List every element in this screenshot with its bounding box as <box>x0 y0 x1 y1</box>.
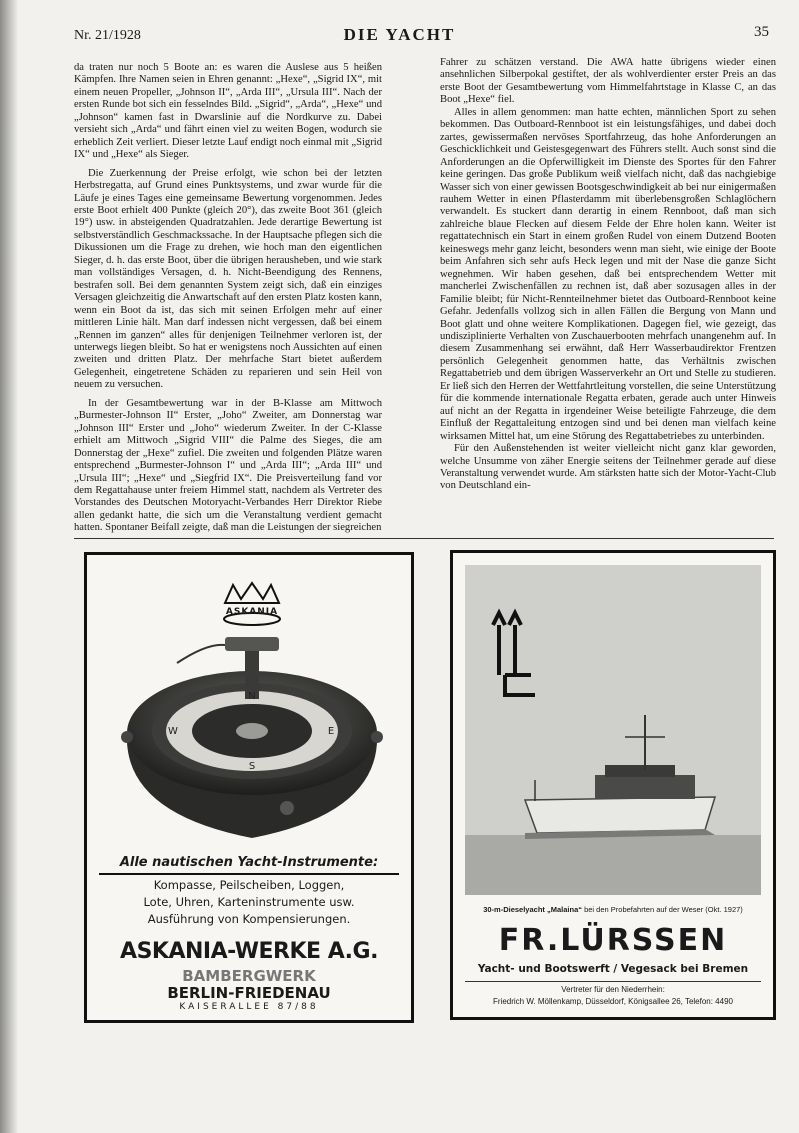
ad-divider <box>465 981 761 982</box>
askania-product-list <box>87 877 411 928</box>
luerssen-advertisement <box>450 550 776 1020</box>
askania-logo-text: ASKANIA <box>225 607 279 617</box>
paragraph: Alles in allem genommen: man hatte echten, männlichen Sport zu sehen bekommen. Das Outboard-Rennboot ist ein leistungsfähiges, und dabei doch zartes, gewissermaßen nervöses Sportfahrzeug, das hohe Anforderungen an Geschicklichkeit und Geistesgegenwart des Führers stellt. Auch sonst sind die Anforderungen an die Opferwilligkeit im Dienste des Sportes für den Fahrer keine geringen. Das große Publikum weiß vielfach nicht, daß das nachgiebige Wasser sich von einer gewissen Bootsgeschwindigkeit ab bei nur einigermaßen rauhem Wetter in einen Pflasterdamm mit überlebensgroßen Schlaglöchern verwandelt. Es stuckert dann derartig in einem Rennboot, daß man sich zahlreiche blaue Flecken auf diesem Felde der Ehre holen kann. Weiter ist regattatechnisch ein Start in einem großen Rudel von einem Dutzend Booten keineswegs mehr ganz leicht, besonders wenn man sieht, wie einige der Boote beim Anfahren sich sehr aufs Heck legen und mit der Nase die ganze Sicht wegnehmen. Wir haben gesehen, daß bei entsprechendem Wetter mit mancherlei Zwischenfällen zu rechnen ist, daß aber sozusagen alles in der Familie bleibt; für Nicht-Rennteilnehmer bietet das Outboard-Rennboot keine Gefahr. Jedenfalls vollzog sich in allen Fällen die Bergung von Mann und Boot glatt und ohne weitere Komplikationen. Dagegen fiel, wie gezeigt, das undisziplinierte Verhalten von Zuschauerbooten mehrfach unangenehm auf. In diesem Zusammenhang sei erwähnt, daß Herr Wasserbaudirektor Frentzen persönlich Gelegenheit genommen hatte, das Verhältnis zwischen Regattabetrieb und dem übrigen Wasserverkehr an Ort und Stelle zu studieren. Er ließ sich den Herren der Wettfahrtleitung vorstellen, die seine Unterstützung für die kommende internationale Regatta erbaten, gerade auch unter Hinweis auf nicht an der Regatta in irgendeiner Weise beteiligte Fahrzeuge, die dem Einfluß der Regattaleitung entzogen sind und bei denen man vielfach keine wirksamen Mittel hat, um eine Störung des Regattabetriebes zu unterbinden. <box>440 106 776 442</box>
askania-works-name: BAMBERGWERK <box>182 967 316 985</box>
paragraph: In der Gesamtbewertung war in der B-Klasse am Mittwoch „Burmester-Johnson II“ Erster, „Joho“ Zweiter, am Donnerstag war „Johnson III“ Erster und „Joho“ wiederum Zweiter. In der C-Klasse erhielt am Mittwoch „Sigrid VIII“ die Palme des Sieges, die am Donnerstag der „Hexe“ zufiel. Die zweiten und folgenden Plätze waren entsprechend „Burmester-Johnson I“ und „Arda III“; „Arda III“ und „Ursula III“; „Hexe“ und „Siegfrid IX“. Die Preisverteilung fand vor dem Regattahause unter freiem Himmel statt, nachdem als Vertreter des Vorstandes des Deutschen Motoryacht-Verbandes Herr Direktor Riebe allen gedankt hatte, die sich um die Veranstaltung verdient gemacht hatten. Spontaner Beifall zeigte, daß man die Leistungen der siegreichen <box>74 397 382 534</box>
paragraph: Für den Außenstehenden ist weiter vielleicht nicht ganz klar geworden, welche Unsumme von zäher Energie seitens der Teilnehmer gerade auf diese Veranstaltung verwendet wurde. Am stärksten hatte sich der Motor-Yacht-Club von Deutschland ein- <box>440 443 776 492</box>
askania-tagline: Alle nautischen Yacht-Instrumente: <box>99 855 399 875</box>
product-line: Ausführung von Kompensierungen. <box>147 912 351 926</box>
section-divider <box>74 538 774 539</box>
page-number: 35 <box>754 24 769 40</box>
yacht-photo-illustration <box>465 565 761 895</box>
askania-city: BERLIN-FRIEDENAU <box>167 984 331 1002</box>
askania-street: KAISERALLEE 87/88 <box>179 1002 319 1012</box>
representative-address: Friedrich W. Möllenkamp, Düsseldorf, Königsallee 26, Telefon: 4490 <box>493 997 733 1006</box>
issue-number: Nr. 21/1928 <box>74 28 141 43</box>
magazine-title: DIE YACHT <box>343 25 456 44</box>
paragraph: Die Zuerkennung der Preise erfolgt, wie schon bei der letzten Herbstregatta, auf Grund eines Punktsystems, und zwar wurde für die Läufe je eines Tages eine gemeinsame Bewertung vorgenommen. Jedes erste Boot erhielt 400 Punkte (gleich 20°), das zweite Boot 361 (gleich 19°) usw. in absteigenden Quadratzahlen. Jede derartige Bewertung ist selbstverständlich Geschmackssache. In der Hauptsache pflegen sich die Dikussionen um die Frage zu drehen, wie hoch man den eigentlichen Sieger, d. h. das erste Boot, über die übrigen herausheben, und wie stark man vollständiges Versagen, d. h. Nicht-Beendigung des Rennens, bestrafen soll. Bei dem genannten System zeigt sich, daß ein einziges Versagen gleichzeitig die Anwartschaft auf den ersten Platz kosten kann, wenn ein Boot da ist, das sich mit seinen Erfolgen mehr auf einer mittleren Linie hält. Man darf indessen nicht vergessen, daß bei einem „Rennen im ganzen“ alles für denjenigen Teilnehmer verloren ist, der unterwegs liegen bleibt. So hat er wenigstens noch Aussichten auf einen zweiten und dritten Platz. Der mehrfache Start bietet außerdem Gelegenheit, eingetretene Schäden zu reparieren und sein Heil von neuem zu versuchen. <box>74 167 382 391</box>
askania-advertisement <box>84 552 414 1023</box>
askania-company-name: ASKANIA-WERKE A.G. <box>120 939 378 964</box>
article-column-right <box>440 57 776 493</box>
yacht-caption <box>453 905 773 914</box>
yacht-photo <box>465 565 761 895</box>
product-line: Lote, Uhren, Karteninstrumente usw. <box>143 895 355 909</box>
caption-text: bei den Probefahrten auf der Weser (Okt. 1927) <box>582 905 743 914</box>
askania-crown-logo-icon <box>219 581 285 627</box>
luerssen-subtitle: Yacht- und Bootswerft / Vegesack bei Bremen <box>477 963 749 975</box>
paragraph: da traten nur noch 5 Boote an: es waren die Auslese aus 5 heißen Kämpfen. Ihre Namen seien in Ehren genannt: „Hexe“, „Sigrid IX“, mit einem neuen Propeller, „Johnson II“, „Arda III“, „Ursula III“. Nach der ersten Runde bot sich ein fesselndes Bild. „Sigrid“, „Arda“, „Hexe“ und „Johnson“ kamen fast in Dwarslinie auf die Nordkurve zu. Dabei versieht sich „Arda“ und fährt einen viel zu weiten Bogen, wodurch sie erheblich Zeit verliert. Dieser letzte Lauf endigt noch einmal mit „Sigrid IX“ und „Hexe“ als Sieger. <box>74 62 382 161</box>
luerssen-company-name: FR.LÜRSSEN <box>498 923 728 958</box>
representative-label: Vertreter für den Niederrhein: <box>561 985 665 994</box>
page-binding-edge <box>0 0 18 1133</box>
caption-yacht-name: 30-m-Dieselyacht „Malaina“ <box>483 905 582 914</box>
paragraph: Fahrer zu schätzen verstand. Die AWA hatte übrigens wieder einen ansehnlichen Silberpokal gestiftet, der als wohlverdienter erster Preis an das erste Boot der Gesamtbewertung vom Himmelfahrtstage in Klasse C, an das Boot „Hexe“ fiel. <box>440 57 776 106</box>
compass-letter: S <box>248 761 256 772</box>
article-column-left <box>74 62 382 535</box>
compass-letter: N <box>248 691 256 702</box>
product-line: Kompasse, Peilscheiben, Loggen, <box>153 878 345 892</box>
compass-letter: W <box>168 726 178 737</box>
compass-letter: E <box>327 726 335 737</box>
compass-icon <box>117 633 387 853</box>
